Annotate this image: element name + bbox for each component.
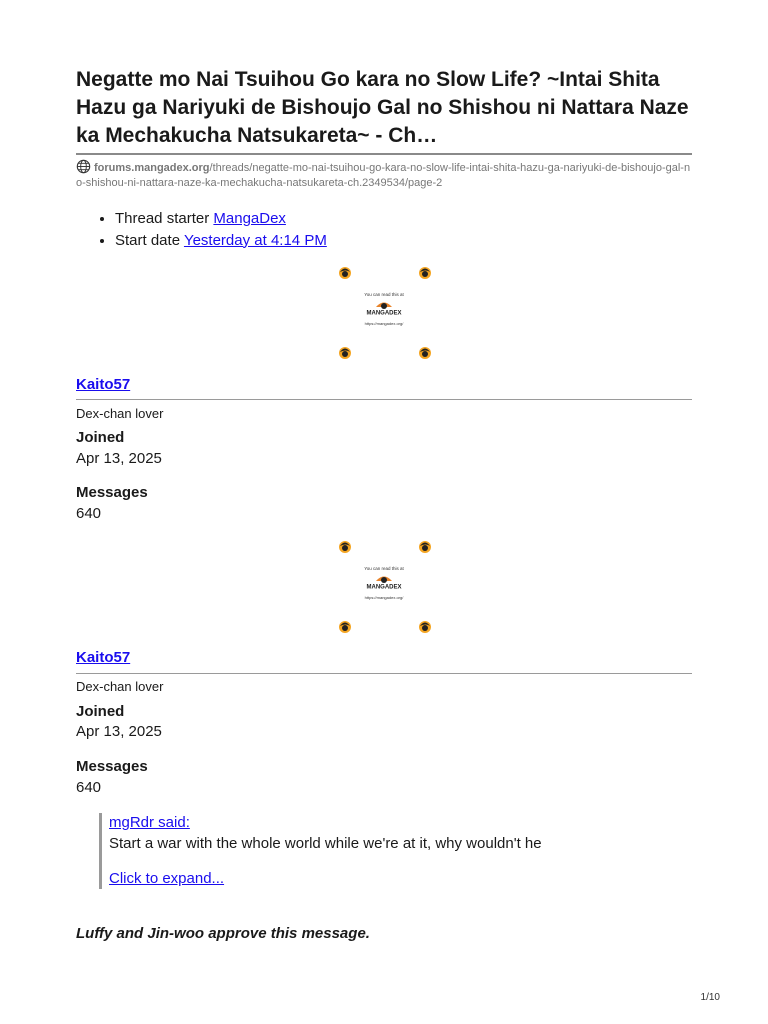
messages-label: Messages: [76, 484, 148, 501]
messages-label: Messages: [76, 758, 148, 775]
url-path: /threads/negatte-mo-nai-tsuihou-go-kara-no-slow-life-intai-shita-hazu-ga-nariyuki-de-bishoujo-gal-no-shishou-ni-nattara-naze-ka-mechakucha-natsukareta-ch.2349534/page-2: [76, 162, 691, 189]
user-title: Dex-chan lover: [76, 679, 164, 694]
mangadex-mascot-icon: [417, 618, 433, 634]
banner-read-text: You can read this at: [364, 292, 404, 297]
banner-site-url: https://mangadex.org/: [364, 321, 404, 326]
source-url: [76, 159, 692, 191]
post-signature: Luffy and Jin-woo approve this message.: [76, 925, 370, 942]
messages-value: 640: [76, 505, 102, 522]
thread-meta: [76, 208, 327, 251]
globe-icon: [76, 159, 91, 174]
banner-read-text: You can read this at: [364, 566, 404, 571]
start-date-link[interactable]: Yesterday at 4:14 PM: [183, 231, 327, 249]
mangadex-mascot-icon: [417, 344, 433, 360]
quote-author-link[interactable]: mgRdr said:: [109, 814, 190, 831]
thread-starter: [115, 208, 327, 230]
joined-label: Joined: [76, 429, 125, 446]
thread-starter-label: Thread starter: [115, 210, 210, 227]
expand-quote-link[interactable]: Click to expand...: [109, 870, 225, 887]
start-date-label: Start date: [115, 231, 181, 249]
title-divider: [76, 153, 692, 155]
quote-block: [99, 813, 659, 889]
user-divider: [76, 399, 692, 400]
thread-title: Negatte mo Nai Tsuihou Go kara no Slow Life? ~Intai Shita Hazu ga Nariyuki de Bishoujo Gal no Shishou ni Nattara Naze ka Mechakucha Natsukareta~ - Ch…: [76, 68, 689, 147]
user-title: Dex-chan lover: [76, 406, 164, 421]
mangadex-mascot-icon: [337, 264, 353, 280]
banner-logo-text: MANGADEX: [366, 584, 402, 590]
joined-value: Apr 13, 2025: [76, 450, 162, 467]
banner-logo-text: MANGADEX: [366, 310, 402, 316]
page-number: 1/10: [700, 992, 720, 1003]
mangadex-banner: [335, 538, 433, 634]
mangadex-banner: [335, 264, 433, 360]
mangadex-mascot-icon: [337, 344, 353, 360]
mangadex-mascot-icon: [337, 538, 353, 554]
mangadex-mascot-icon: [417, 538, 433, 554]
messages-value: 640: [76, 779, 102, 796]
banner-site-url: https://mangadex.org/: [364, 595, 404, 600]
joined-label: Joined: [76, 703, 125, 720]
post-username[interactable]: Kaito57: [76, 649, 131, 666]
joined-value: Apr 13, 2025: [76, 723, 162, 740]
post-username[interactable]: Kaito57: [76, 376, 131, 393]
quote-text: Start a war with the whole world while we're at it, why wouldn't he: [109, 835, 542, 852]
start-date: [115, 230, 327, 252]
user-divider: [76, 673, 692, 674]
mangadex-mascot-icon: [337, 618, 353, 634]
mangadex-logo: [362, 572, 406, 590]
mangadex-mascot-icon: [417, 264, 433, 280]
mangadex-logo: [362, 298, 406, 316]
url-host: forums.mangadex.org: [94, 162, 210, 174]
thread-starter-link[interactable]: MangaDex: [213, 210, 286, 227]
